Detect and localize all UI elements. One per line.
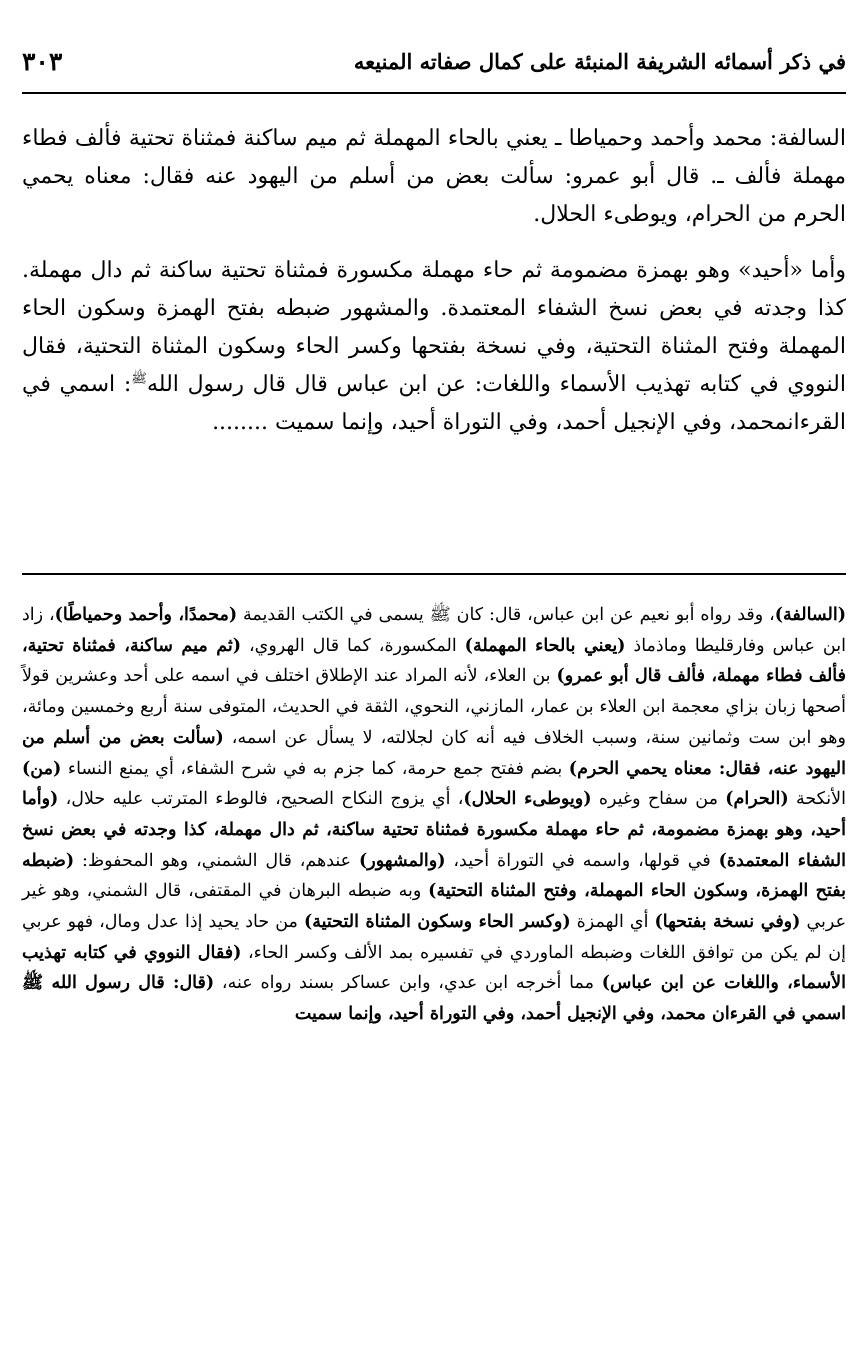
main-text <box>22 120 846 442</box>
quoted-main-text: (فقال النووي في كتابه تهذيب الأسماء، واللغات عن ابن عباس) <box>22 942 846 994</box>
honorific-symbol: ﷺ <box>131 371 147 387</box>
quoted-main-text: (محمدًا، وأحمد وحمياطًا) <box>54 605 238 625</box>
commentary-text <box>22 600 846 1030</box>
commentary-segment: في قولها، واسمه في التوراة أحيد، <box>445 850 719 871</box>
commentary-segment: من سفاح وغيره <box>591 789 726 810</box>
quoted-main-text: (والمشهور) <box>359 850 446 871</box>
page-number: ٣٠٣ <box>22 46 63 76</box>
main-paragraph-2-continued: : اسمي في القرءان <box>22 372 846 435</box>
commentary-segment: أي الهمزة <box>570 912 655 933</box>
ellipsis-dots: ........ <box>212 410 269 435</box>
commentary-segment: بضم ففتح جمع حرمة، كما جزم به في شرح الشفاء، أي يمنع النساء <box>61 758 569 779</box>
footnote-divider <box>22 573 846 575</box>
quoted-main-text: (وأما أحيد، وهو بهمزة مضمومة، ثم حاء مهملة مكسورة فمثناة تحتية ساكنة، ثم دال مهملة، كذا وجدته في بعض نسخ الشفاء المعتمدة) <box>22 789 846 871</box>
commentary-segment: من حاد يحيد إذا عدل ومال، فهو عربي إن لم يكن من توافق اللغات وضبطه الماوردي في تفسيره بمد الألف وكسر الحاء، <box>22 912 847 963</box>
running-title: في ذكر أسمائه الشريفة المنبئة على كمال صفاته المنيعه <box>353 48 846 74</box>
commentary-segment: بن العلاء، لأنه المراد عند الإطلاق اختلف في اسمه على أحد وعشرين قولاً أصحها زبان بزاي معجمة ابن العلاء بن عمار، المازني، النحوي، الثقة في الحديث، المتوفى سنة أربع وخمسين ومائة، وهو ابن ست وثمانين سنة، وسبب الخلاف فيه أنه كان لجلالته، لا يسأل عن اسمه، <box>22 666 846 748</box>
quoted-main-text: (سألت بعض من أسلم من اليهود عنه، فقال: معناه يحمي الحرم) <box>22 727 847 779</box>
commentary-segment: مما أخرجه ابن عدي، وابن عساكر بسند رواه عنه، <box>214 973 602 994</box>
quoted-main-text: (وكسر الحاء وسكون المثناة التحتية) <box>303 912 571 933</box>
quoted-main-text: (وفي نسخة بفتحها) <box>654 912 801 933</box>
commentary-segment: الأنكحة <box>788 789 847 810</box>
commentary-segment: عندهم، قال الشمني، وهو المحفوظ: <box>74 850 359 871</box>
main-paragraph-2-text: وأما «أحيد» وهو بهمزة مضمومة ثم حاء مهملة مكسورة فمثناة تحتية ساكنة ثم دال مهملة. كذا وجدته في بعض نسخ الشفاء المعتمدة. والمشهور ضبطه بفتح الهمزة وسكون الحاء المهملة وفتح المثناة التحتية، وفي نسخة بفتحها وكسر الحاء وسكون المثناة التحتية، فقال النووي في كتابه تهذيب الأسماء واللغات: عن ابن عباس قال قال رسول الله <box>22 258 846 397</box>
main-paragraph-1: السالفة: محمد وأحمد وحمياطا ـ يعني بالحاء المهملة ثم ميم ساكنة فمثناة تحتية فألف فطاء مهملة فألف ـ. قال أبو عمرو: سألت بعض من أسلم من اليهود عنه فقال: معناه يحمي الحرم من الحرام، ويوطىء الحلال. <box>22 126 846 227</box>
commentary-segment: ، أي يزوج النكاح الصحيح، فالوطء المترتب عليه حلال، <box>58 789 464 810</box>
quoted-main-text: (السالفة) <box>774 605 846 625</box>
quoted-main-text: (ويوطىء الحلال) <box>463 789 592 810</box>
quoted-main-text: (الحرام) <box>725 789 789 810</box>
quoted-main-text: (ضبطه بفتح الهمزة، وسكون الحاء المهملة، وفتح المثناة التحتية) <box>22 850 846 902</box>
main-paragraph-2 <box>22 252 846 442</box>
commentary-segment: ، وقد رواه أبو نعيم عن ابن عباس، قال: كان ﷺ يسمى في الكتب القديمة <box>237 605 775 625</box>
quoted-main-text: (من) <box>22 758 62 779</box>
commentary-segment: المكسورة، كما قال الهروي، <box>241 635 465 656</box>
quoted-main-text: (يعني بالحاء المهملة) <box>464 635 626 656</box>
quoted-main-text: (قال: قال رسول الله ﷺ اسمي في القرءان محمد، وفي الإنجيل أحمد، وفي التوراة أحيد، وإنما سميت <box>22 973 846 1025</box>
quoted-main-text: (ثم ميم ساكنة، فمثناة تحتية، فألف فطاء مهملة، فألف قال أبو عمرو) <box>22 635 846 687</box>
main-paragraph-2-end: محمد، وفي الإنجيل أحمد، وفي التوراة أحيد، وإنما سميت <box>275 410 788 435</box>
commentary-segment: ، زاد ابن عباس وفارقليطا وماذماذ <box>22 605 846 656</box>
page-header <box>22 30 846 94</box>
commentary-segment: وبه ضبطه البرهان في المقتفى، قال الشمني، وهو غير عربي <box>22 881 847 933</box>
